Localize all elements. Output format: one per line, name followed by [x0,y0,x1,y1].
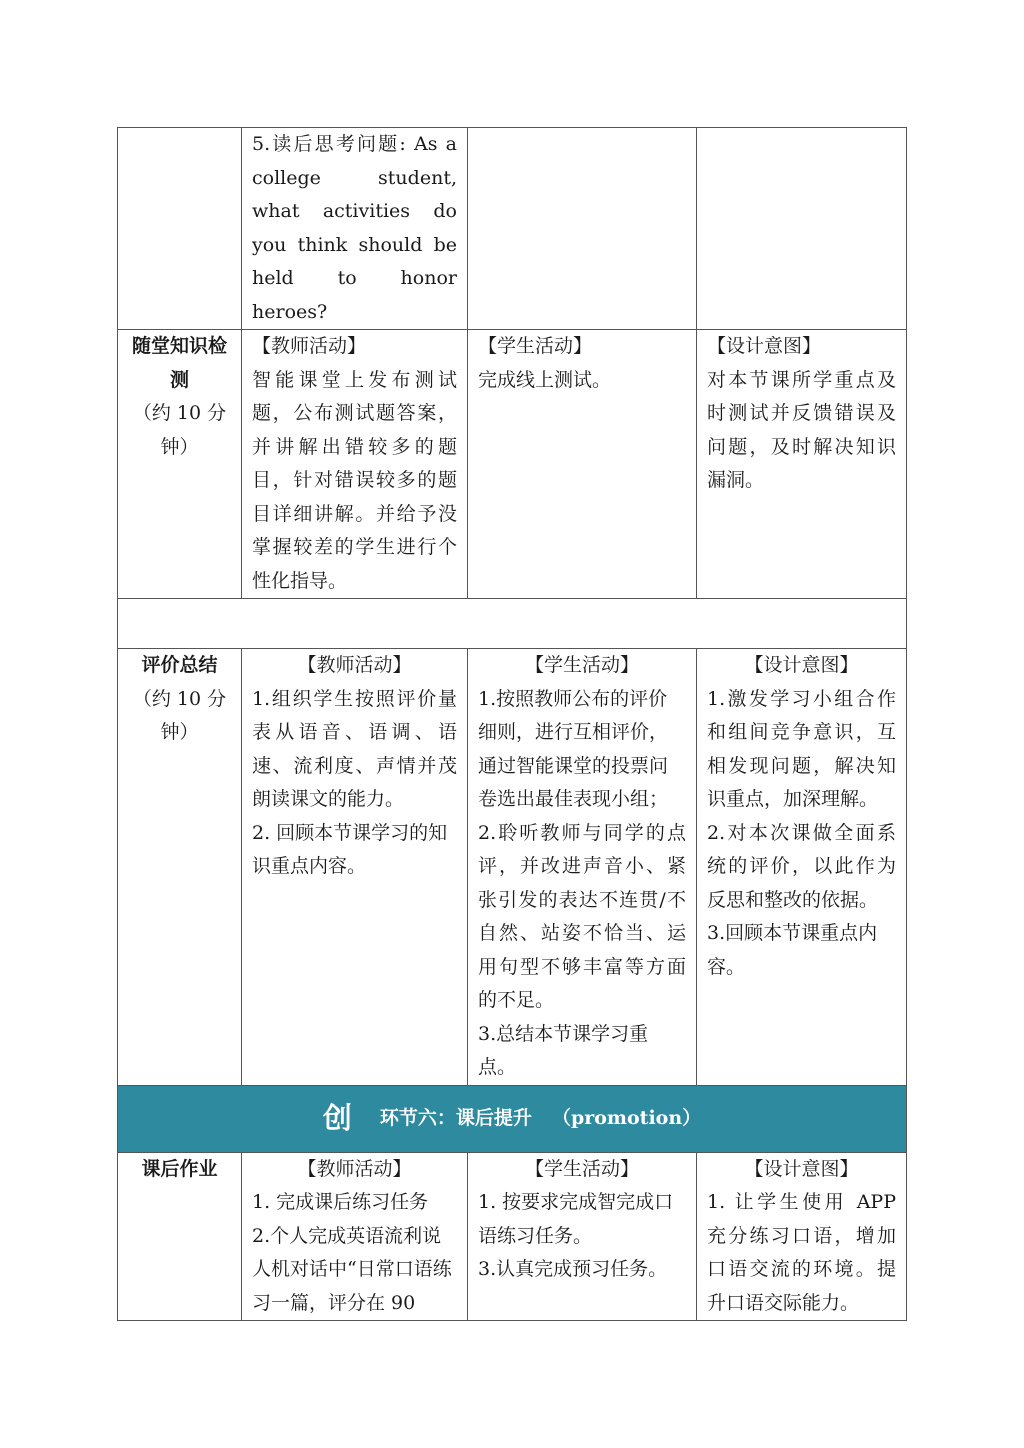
homework-design-item: 1. 让学生使用 APP 充分练习口语，增加口语交流的环境。提升口语交际能力。 [707,1191,896,1314]
quiz-label-title: 随堂知识检测 [131,335,227,391]
quiz-design-cell [697,330,907,599]
quiz-student-cell [468,330,697,599]
reading-label-cell [118,128,242,330]
homework-teacher-item: 1. 完成课后练习任务 [252,1191,429,1213]
reading-question: 5.读后思考问题: As a college student, what activities do you think should be held to honor heroes? [252,133,457,323]
evaluation-teacher-heading: 【教师活动】 [297,654,412,676]
evaluation-student-item: 2.聆听教师与同学的点评，并改进声音小、紧张引发的表达不连贯/不自然、站姿不恰当、运用句型不够丰富等方面的不足。 [478,821,686,1011]
reading-student-cell [468,128,697,330]
evaluation-teacher-item: 2. 回顾本节课学习的知识重点内容。 [252,821,448,877]
banner-english: （promotion） [551,1106,702,1129]
banner-char: 创 [322,1100,352,1135]
lesson-plan-table [117,127,907,1321]
homework-label-cell [118,1152,242,1321]
evaluation-label-title: 评价总结 [141,654,218,676]
evaluation-student-item: 3.总结本节课学习重点。 [478,1022,649,1078]
quiz-row [118,330,907,599]
evaluation-design-item: 2.对本次课做全面系统的评价，以此作为反思和整改的依据。 [707,821,896,911]
evaluation-label-cell [118,649,242,1086]
quiz-label-cell [118,330,242,599]
quiz-label-time: （约 10 分钟） [132,402,227,458]
evaluation-design-cell [697,649,907,1086]
evaluation-label-time: （约 10 分钟） [132,687,227,743]
evaluation-design-item: 1.激发学习小组合作和组间竞争意识，互相发现问题，解决知识重点，加深理解。 [707,687,896,810]
evaluation-row [118,649,907,1086]
section-banner-row [118,1085,907,1152]
reading-row [118,128,907,330]
reading-design-cell [697,128,907,330]
quiz-teacher-heading: 【教师活动】 [252,335,367,357]
homework-teacher-heading: 【教师活动】 [297,1157,412,1180]
quiz-student-text: 完成线上测试。 [478,368,612,391]
reading-teacher-cell [242,128,468,330]
evaluation-teacher-item: 1.组织学生按照评价量表从语音、语调、语速、流利度、声情并茂朗读课文的能力。 [252,687,457,810]
evaluation-student-heading: 【学生活动】 [524,654,639,676]
homework-design-cell [697,1152,907,1321]
homework-student-cell [468,1152,697,1321]
homework-student-heading: 【学生活动】 [524,1157,639,1180]
homework-student-item: 3.认真完成预习任务。 [478,1258,668,1280]
homework-teacher-cell [242,1152,468,1321]
quiz-teacher-text: 智能课堂上发布测试题，公布测试题答案，并讲解出错较多的题目，针对错误较多的题目详细讲解。并给予没掌握较差的学生进行个性化指导。 [252,368,457,592]
homework-teacher-item: 2.个人完成英语流利说人机对话中“日常口语练习一篇，评分在 90 [252,1224,452,1314]
section-banner [118,1085,907,1152]
evaluation-student-item: 1.按照教师公布的评价细则，进行互相评价，通过智能课堂的投票问卷选出最佳表现小组； [478,687,669,810]
quiz-design-text: 对本节课所学重点及时测试并反馈错误及问题，及时解决知识漏洞。 [707,368,896,491]
quiz-student-heading: 【学生活动】 [478,335,593,357]
homework-design-heading: 【设计意图】 [744,1157,859,1180]
evaluation-design-heading: 【设计意图】 [744,654,859,676]
evaluation-design-item: 3.回顾本节课重点内容。 [707,922,878,978]
quiz-design-heading: 【设计意图】 [707,335,822,357]
evaluation-student-cell [468,649,697,1086]
homework-row [118,1152,907,1321]
homework-student-item: 1. 按要求完成智完成口语练习任务。 [478,1191,674,1247]
quiz-teacher-cell [242,330,468,599]
homework-label-title: 课后作业 [141,1157,218,1180]
empty-cell [118,599,907,649]
evaluation-teacher-cell [242,649,468,1086]
banner-title: 环节六：课后提升 [379,1106,532,1129]
empty-row [118,599,907,649]
